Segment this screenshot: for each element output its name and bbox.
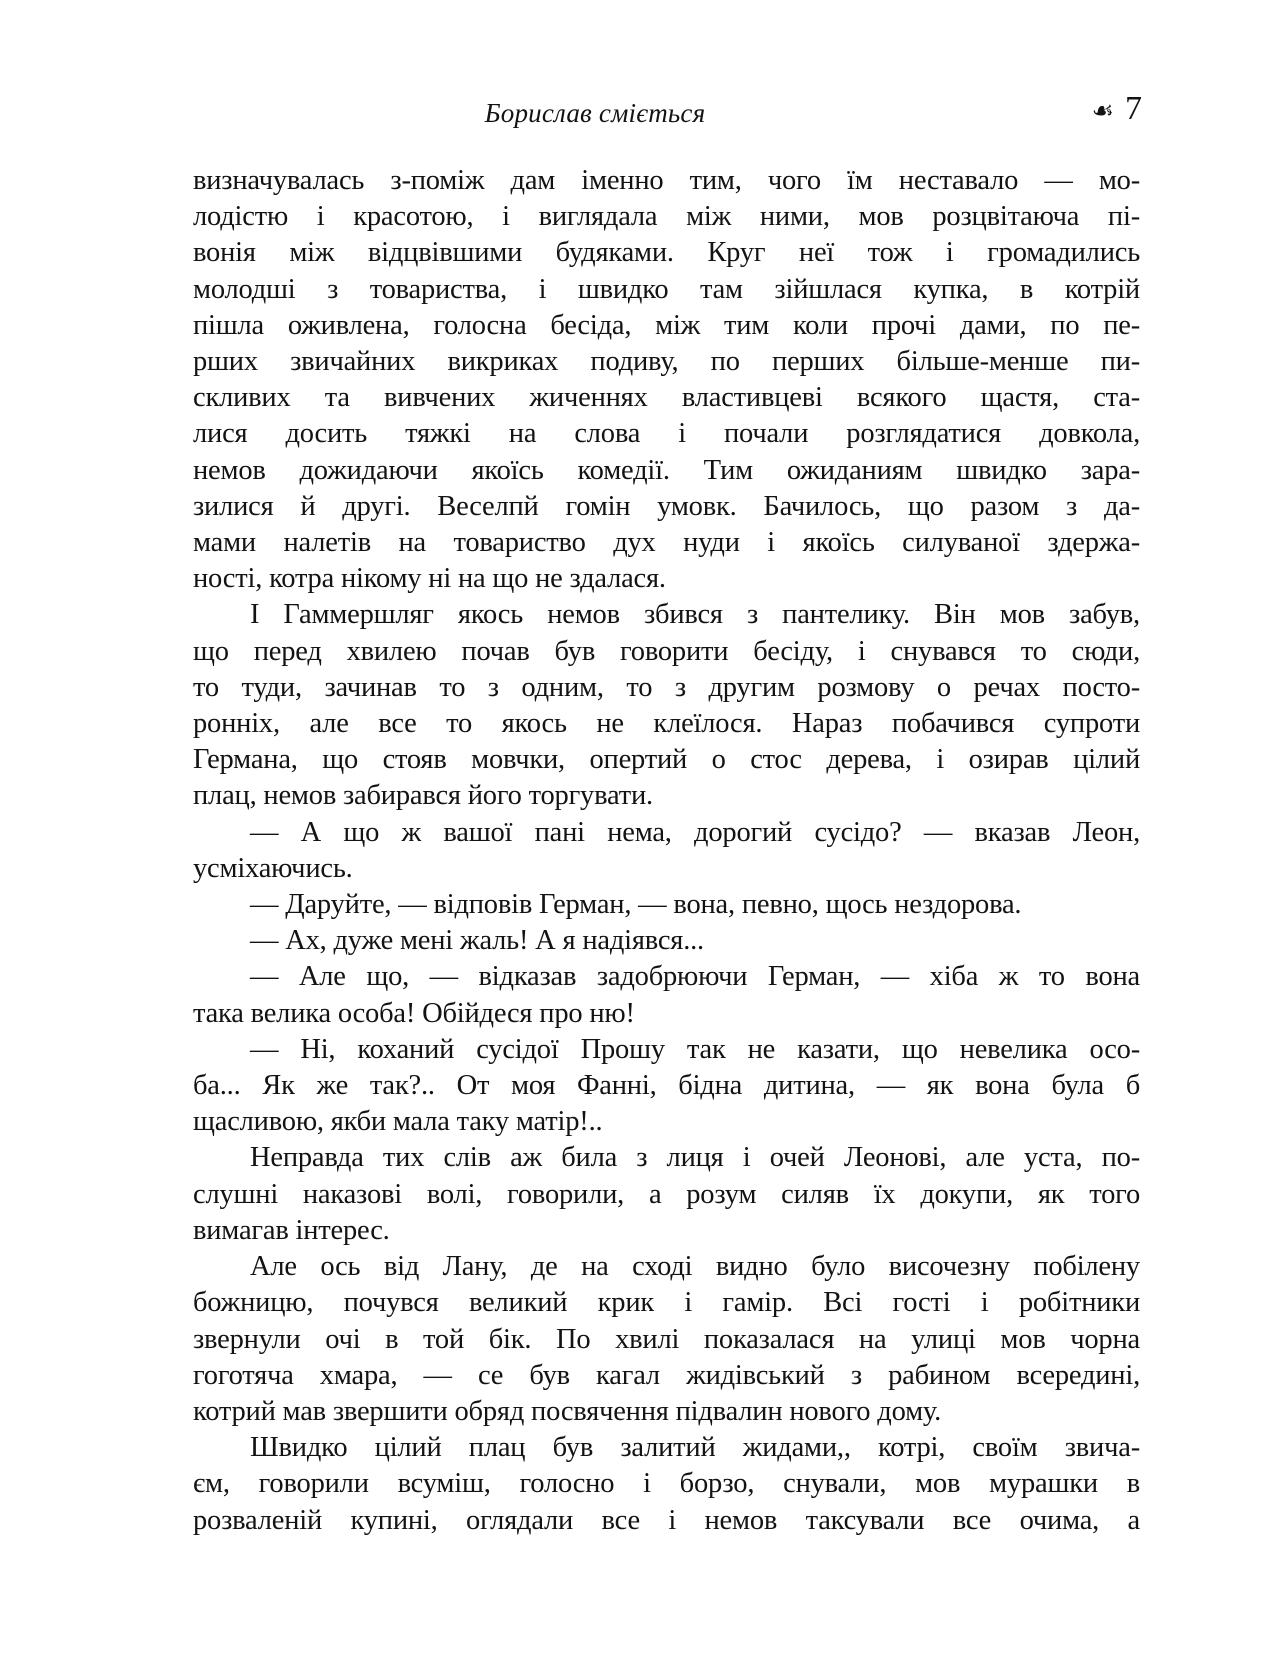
text-line: щасливою, якби мала таку матір!.. [193,1106,603,1138]
paragraph [193,815,1140,887]
running-header-title: Борислав сміється [484,98,706,128]
paragraph [193,923,1140,959]
paragraph [193,1249,1140,1430]
paragraph [193,1032,1140,1141]
text-line: — Даруйте, — відповів Герман, — вона, певно, щось нездорова. [250,889,1022,921]
paragraph [193,163,1140,597]
text-line: вимагав інтерес. [193,1214,390,1246]
text-line: Швидко цілий плац був залитий жидами,, котрі, своїм звича- [250,1432,1140,1464]
text-line: ронніх, але все то якось не клеїлося. Нараз побачився супроти [193,708,1140,740]
text-line: така велика особа! Обійдеся про ню! [193,997,635,1029]
text-line: І Гаммершляг якось немов збився з пантелику. Він мов забув, [250,599,1140,631]
text-line: слушні наказові волі, говорили, а розум силяв їх докупи, як того [193,1178,1140,1210]
text-line: ба... Як же так?.. От моя Фанні, бідна дитина, — як вона була б [193,1070,1140,1102]
paragraph [193,887,1140,923]
text-line: визначувалась з-поміж дам іменно тим, чого їм неставало — мо- [193,165,1140,196]
text-line: божницю, почувся великий крик і гамір. Всі гості і робітники [193,1287,1140,1319]
text-line: вонія між відцвівшими будяками. Круг неї тож і громадились [193,237,1140,269]
text-line: розваленій купині, оглядали все і немов таксували все очима, а [193,1504,1140,1536]
text-line: котрий мав звершити обряд посвячення підвалин нового дому. [193,1395,942,1427]
folio [1092,90,1142,128]
text-line: молодші з товариства, і швидко там зійшлася купка, в котрій [193,273,1140,305]
text-line: усміхаючись. [193,852,353,884]
text-line: — Але що, — відказав задобрюючи Герман, — хіба ж то вона [250,961,1140,993]
text-line: єм, говорили всуміш, голосно і борзо, снували, мов мурашки в [193,1468,1140,1500]
text-line: немов дожидаючи якоїсь комедії. Тим ожиданиям швидко зара- [193,454,1140,486]
text-line: то туди, зачинав то з одним, то з другим розмову о речах посто- [193,671,1140,703]
paragraph [193,1140,1140,1249]
paragraph [193,597,1140,814]
text-line: лися досить тяжкі на слова і почали розглядатися довкола, [193,418,1140,450]
paragraph [193,1430,1140,1539]
text-line: Але ось від Лану, де на сході видно було височезну побілену [250,1251,1140,1283]
text-line: рших звичайних викриках подиву, по перших більше-менше пи- [193,346,1140,378]
text-line: пішла оживлена, голосна бесіда, між тим коли прочі дами, по пе- [193,309,1140,341]
page-number: 7 [1125,90,1142,127]
text-line: звернули очі в той бік. По хвилі показалася на улиці мов чорна [193,1323,1140,1355]
text-line: гоготяча хмара, — се був кагал жидівський з рабином всередині, [193,1359,1140,1391]
text-line: ності, котра нікому ні на що не здалася. [193,563,666,595]
text-line: мами налетів на товариство дух нуди і якоїсь силуваної здержа- [193,527,1140,559]
text-line: — А що ж вашої пані нема, дорогий сусідо? — вказав Леон, [250,816,1140,848]
text-line: плац, немов забирався його торгувати. [193,780,653,812]
paragraph [193,959,1140,1031]
text-line: — Ах, дуже мені жаль! А я надіявся... [250,925,704,957]
text-line: лодістю і красотою, і виглядала між ними, мов розцвітаюча пі- [193,201,1140,233]
text-line: Германа, що стояв мовчки, опертий о стос дерева, і озирав цілий [193,744,1140,776]
text-block [193,163,1140,1539]
text-line: скливих та вивчених жиченнях властивцеві всякого щастя, ста- [193,382,1140,414]
text-line: — Ні, коханий сусідої Прошу так не казати, що невелика осо- [250,1033,1140,1065]
text-line: що перед хвилею почав був говорити бесіду, і снувався то сюди, [193,635,1140,667]
text-line: Неправда тих слів аж била з лиця і очей Леонові, але уста, по- [250,1142,1140,1174]
text-line: зилися й другі. Веселпй гомін умовк. Бачилось, що разом з да- [193,490,1140,522]
fleuron-ornament-icon: ☙ [1091,96,1114,125]
